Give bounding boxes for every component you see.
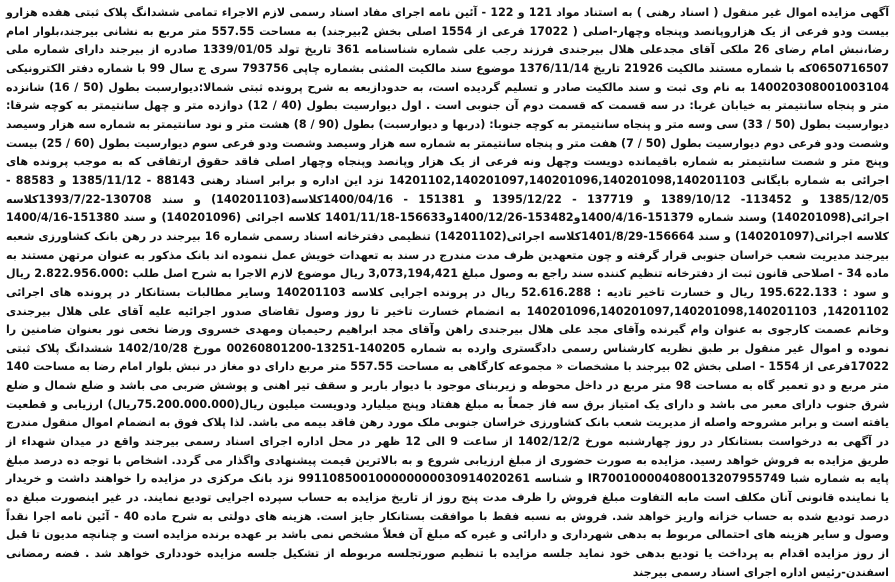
notice-body-text: آگهی مزایده اموال غیر منقول ( اسناد رهنی ) به استناد مواد 121 و 122 - آئین نامه اجرای مفاد اسناد رسمی لازم الاجراء تمامی ششدانگ پلاک ثبتی هفده هزارو بیست ودو فرعی از یک هزاروپانصد وپنجاه وچهار-اصلی ( 17022 فرعی از 1554 اصلی بخش 2بیرجند) به مساحت 557.55 متر مربع به نشانی بیرجند،بلوار امام رضا،نبش امام رضای 26 ملکی آقای مجدعلی هلال بیرجندی فرزند رجب علی شماره شناسنامه 361 تاریخ تولد 1339/01/05 صادره از بیرجند دارای شماره ملی 0650716507که با شماره مستند مالکیت 21926 تاریخ 1376/11/14 موضوع سند مالکیت المثنی بشماره چاپی 793756 سری ج سال 99 با شماره دفتر الکترونیکی 140020308001003104 به نام وی ثبت و سند مالکیت صادر و تسلیم گردیده است، به حدودازبعه به شرح پرونده ثبتی شمالا:دیوارسبت بطول (50 / 16) شانزده متر و پنجاه سانتیمتر به خیابان غربا: در سه قسمت که قسمت دوم آن جنوبی است . اول دیوارسیت بطول (40 / 12) دوازده متر و چهل سانتیمتر به کوچه شرقا: دیوارسیت بطول (50 / 33) سی وسه متر و پنجاه سانتیمتر به کوچه جنوبا: (دربها و دیوارسبت) بطول (90 / 8) هشت متر و نود سانتیمتر به شماره سه هزار وسیصد وشصت ودو فرعی دوم دیوارسیت بطول (50 / 7) هفت متر و پنجاه سانتیمتر به شماره سه هزار وسیصد وشصت ودو فرعی سوم دیوارسیت بطول (60 / 25) بیست وپنج متر و شصت سانتیمتر به شماره باقیمانده دویست وچهل ونه فرعی از یک هزار وپانصد وپنجاه وچهار اصلی فاقد حقوق ارتفاقی که به موجب پرونده های اجرائی به شماره بایگانی 14201102,140201097,140201096,140201098,140201103 نزد این اداره و برابر اسناد رهنی 88143 - 1385/11/12 و 88583 - 1385/12/05 و 113452- 1389/10/12 و 137719 - 1395/12/22 و 151381 - 1400/04/16کلاسه(140201103) و سند 130708-1393/7/22کلاسه اجرائی(140201098) وسند شماره 151379-1400/4/16و153482-1400/12/26و156633-1401/11/18 کلاسه اجرائی (140201096) و سند 151380-1400/4/16 کلاسه اجرائی(140201097) و سند 156664-1401/8/29کلاسه اجرائی(14201102) تنظیمی دفترخانه اسناد رسمی شماره 16 بیرجند در رهن بانک کشاورزی شعبه بیرجند مدیریت شعب خراسان جنوبی قرار گرفته و چون متعهدین ظرف مدت مندرج در سند به تعهدات خویش عمل ننموده اند بانک مذکور به عنوان مرتهن مستند به ماده 34 - اصلاحی قانون ثبت از دفترخانه تنظیم کننده سند راجع به وصول مبلغ 3,073,194,421 ریال موضوع لازم الاجرا به شرح اصل طلب :2.822.956.000 ریال و سود : 195.622.133 ریال و خسارت تاخیر تادیه : 52.616.288 ریال در پرونده اجرایی کلاسه 140201103 وسایر مطالبات بستانکار در پرونده های اجرائی 14201102, 140201096,140201097,140201098,140201103 به انضمام خسارت تاخیر تا روز وصول تقاضای صدور اجرائیه علیه آقای علی هلال بیرجندی وخانم عصمت کارجوی به عنوان وام گیرنده وآقای مجد علی هلال بیرجندی راهن وآقای مجد ابراهیم رحیمیان ومهدی خسروی ورضا نخعی نور بعنوان ضامنین را نموده و اموال غیر منقول بر طبق نظریه کارشناس رسمی دادگستری وارده به شماره 140205-13251-00260801200 مورخ 1402/10/28 ششدانگ پلاک ثبتی 17022فرعی از 1554 - اصلی بخش 02 بیرجند با مشخصات « مجموعه کارگاهی به مساحت 557.55 متر مربع دارای دو مغاز در نبش بلوار امام رضا به مساحت 140 متر مربع و دو تعمیر گاه به مساحت 98 متر مربع در داخل محوطه و زیربنای موجود با دیوار باربر و سقف تیر اهنی و پوشش ضربی می باشد و ضلع شمال و ضلع شرق جنوب دارای معبر می باشد و دارای یک امتیاز برق سه فاز جمعاً به مبلغ هفتاد وپنج میلیارد ودویست میلیون ریال(75.200.000.000ریال) ارزیابی و قطعیت یافته است و برابر مشروحه واصله از مدیریت شعب بانک کشاورزی خراسان جنوبی ملک مورد رهن فاقد بیمه می باشد. لذا پلاک فوق به انضمام اموال منقول مندرج در آگهی به درخواست بستانکار در روز چهارشنبه مورخ 1402/12/2 از ساعت 9 الی 12 ظهر در محل اداره اجرای اسناد رسمی بیرجند واقع در میدان شهداء از طریق مزایده به فروش خواهد رسید. مزایده به صورت حضوری از مبلغ ارزیابی شروع و به بالاترین قیمت پیشنهادی واگذار می گردد. اشخاص با توجه ده درصد مبلغ پایه به شماره شبا IR700100004080013207955749 و شناسه 991108500100000000030914020261 نزد بانک مرکزی در مزایده را خواهند داشت و خریدار یا نماینده قانونی آنان مکلف است مابه التفاوت مبلغ فروش را ظرف مدت پنج روز از تاریخ مزایده به حساب سپرده اجرایی تودیع نمایند. در غیر اینصورت مبلغ ده درصد تودیع شده به حساب خزانه واریز خواهد شد. فروش به نسبه فقط با موافقت بستانکار جایز است. هزینه های دولتی به شرح ماده 40 - آئین نامه اجرا نقداً وصول و سایر هزینه های احتمالی مربوط به بدهی شهرداری و دارائی و غیره که مبلغ آن فعلاً مشخص نمی باشد بر عهده برنده مزایده است و چنانچه مدیون تا قبل از روز مزایده اقدام به پرداخت یا تودیع بدهی خود نماید جلسه مزایده با تنظیم صورتجلسه مربوطه از تشکیل جلسه مزایده خودداری خواهد شد . فضه رمضانی اسفندن-رئیس اداره اجرای اسناد رسمی بیرجند (6, 6, 890, 579)
